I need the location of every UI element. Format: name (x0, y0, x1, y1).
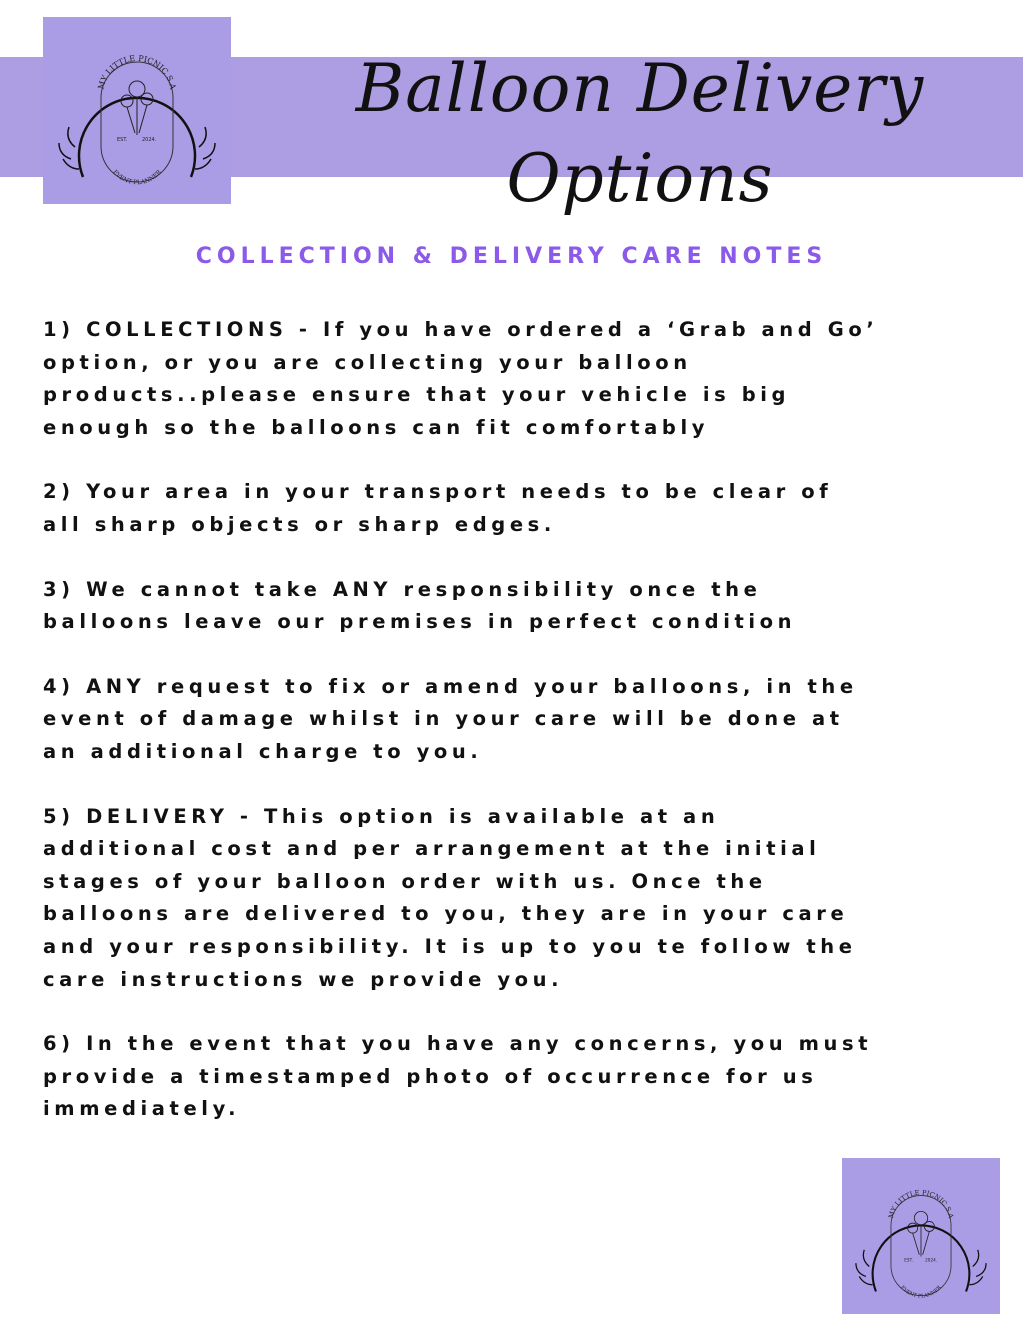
note-line: stages of your balloon order with us. Once the (43, 869, 767, 893)
note-line: and your responsibility. It is up to you te follow the (43, 934, 857, 958)
care-notes-list (43, 314, 973, 1158)
page-title (275, 20, 1005, 240)
brand-logo-footer (842, 1158, 1000, 1314)
title-line-1: Balloon Delivery (355, 50, 925, 127)
care-note-5 (43, 801, 973, 997)
care-note-3 (43, 574, 973, 639)
section-heading: COLLECTION & DELIVERY CARE NOTES (195, 244, 828, 269)
note-line: 3) We cannot take ANY responsibility once the (43, 577, 762, 601)
logo-tagline-text: EVENT PLANNER (899, 1284, 943, 1300)
note-line: care instructions we provide you. (43, 967, 564, 991)
logo-est-text: EST. (904, 1257, 913, 1263)
care-note-4 (43, 671, 973, 769)
svg-text:EVENT PLANNER (111, 168, 163, 186)
note-line: 6) In the event that you have any concerns, you must (43, 1032, 873, 1056)
care-note-2 (43, 476, 973, 541)
svg-text:MY LITTLE PICNIC S.A (96, 54, 177, 90)
logo-name-text: MY LITTLE PICNIC S.A (96, 53, 178, 91)
logo-est-text: EST. (117, 137, 128, 143)
care-note-1 (43, 314, 973, 444)
logo-tagline-text: EVENT PLANNER (111, 168, 163, 187)
svg-text:EVENT PLANNER (899, 1285, 943, 1300)
note-line: enough so the balloons can fit comfortably (43, 415, 710, 439)
note-line: 5) DELIVERY - This option is available at an (43, 804, 720, 828)
note-line: additional cost and per arrangement at the initial (43, 837, 821, 861)
note-line: immediately. (43, 1097, 241, 1121)
note-line: option, or you are collecting your balloon (43, 350, 692, 374)
note-line: an additional charge to you. (43, 739, 483, 763)
note-line: 4) ANY request to fix or amend your balloons, in the (43, 674, 858, 698)
svg-text:MY LITTLE PICNIC S.A (887, 1189, 955, 1220)
note-line: event of damage whilst in your care will be done at (43, 707, 844, 731)
logo-year-text: 2024. (925, 1257, 938, 1263)
note-line: provide a timestamped photo of occurrence for us (43, 1064, 818, 1088)
note-line: 1) COLLECTIONS - If you have ordered a ‘Grab and Go’ (43, 318, 879, 341)
logo-name-text: MY LITTLE PICNIC S.A (887, 1188, 955, 1220)
note-line: all sharp objects or sharp edges. (43, 512, 556, 536)
note-line: 2) Your area in your transport needs to be clear of (43, 480, 833, 504)
brand-logo (43, 17, 231, 204)
note-line: products..please ensure that your vehicle is big (43, 383, 791, 407)
care-note-6 (43, 1028, 973, 1126)
note-line: balloons leave our premises in perfect condition (43, 610, 797, 634)
note-line: balloons are delivered to you, they are in your care (43, 902, 849, 926)
floral-bouquet-icon (842, 1158, 1000, 1314)
title-line-2: Options (506, 140, 774, 217)
logo-year-text: 2024. (142, 137, 157, 143)
floral-bouquet-icon (43, 17, 231, 204)
